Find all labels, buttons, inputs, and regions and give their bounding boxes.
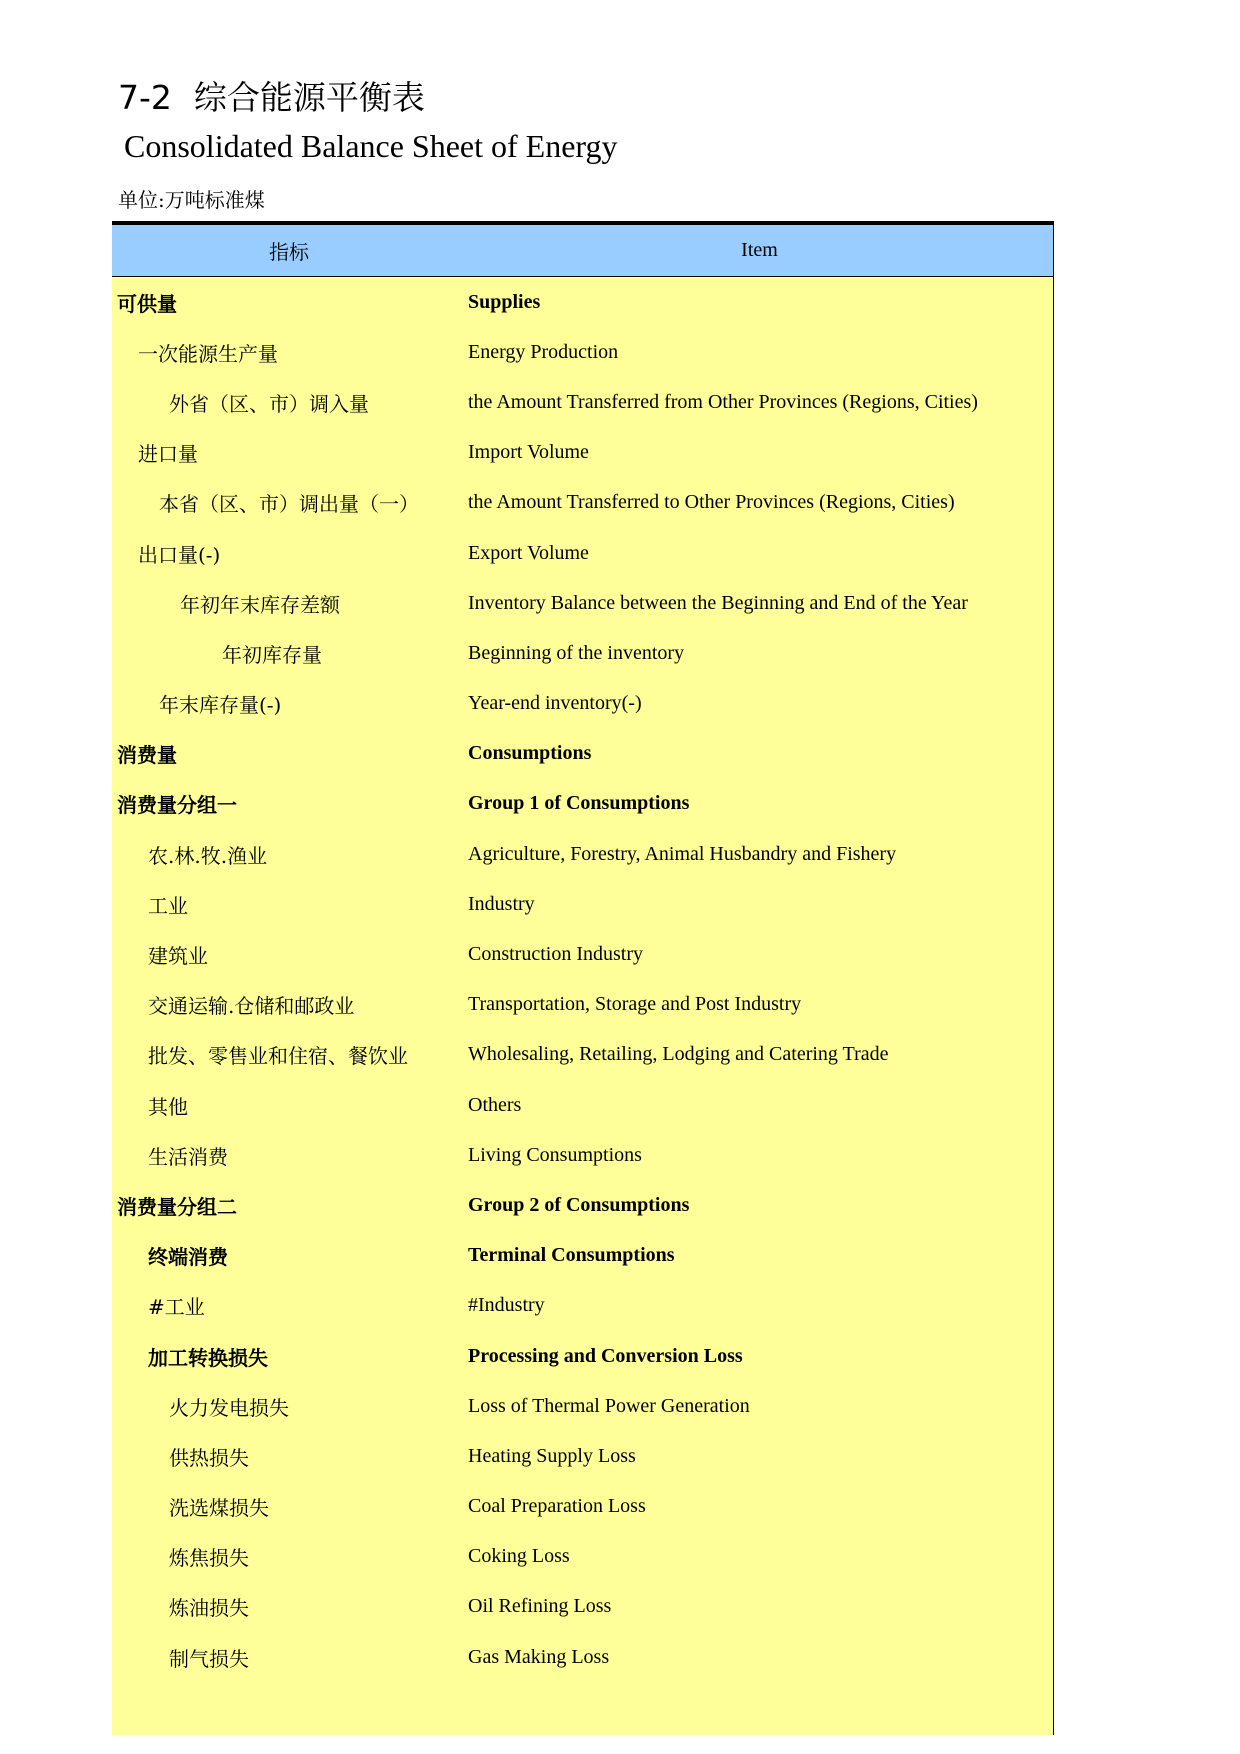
row-label-en: Export Volume	[468, 541, 589, 564]
row-label-en: Agriculture, Forestry, Animal Husbandry and Fishery	[468, 842, 897, 865]
row-label-cn: 农.林.牧.渔业	[148, 843, 268, 868]
row-label-en: Group 1 of Consumptions	[468, 792, 690, 815]
page-title-cn	[118, 72, 425, 119]
row-label-cn: 本省（区、市）调出量（一）	[159, 492, 419, 517]
row-label-cn: 年末库存量(-)	[159, 693, 282, 718]
row-label-en: Coal Preparation Loss	[468, 1495, 646, 1518]
row-label-cn: 交通运输.仓储和邮政业	[148, 994, 355, 1019]
table-row	[112, 1431, 1053, 1481]
balance-table	[112, 221, 1054, 1735]
table-row	[112, 478, 1053, 528]
row-label-en: Year-end inventory(-)	[468, 692, 642, 715]
row-label-en: the Amount Transferred from Other Provinces (Regions, Cities)	[468, 390, 978, 413]
row-label-cn: #工业	[148, 1295, 205, 1320]
table-header	[112, 221, 1054, 277]
row-label-cn: 制气损失	[169, 1646, 249, 1671]
table-row	[112, 1381, 1053, 1431]
table-row	[112, 1130, 1053, 1180]
row-label-en: Oil Refining Loss	[468, 1595, 612, 1618]
row-label-cn: 消费量	[117, 743, 177, 768]
table-row	[112, 1281, 1053, 1331]
row-label-cn: 其他	[148, 1094, 188, 1119]
row-label-en: Import Volume	[468, 441, 589, 464]
table-row	[112, 628, 1053, 678]
table-row	[112, 829, 1053, 879]
row-label-en: Gas Making Loss	[468, 1645, 610, 1668]
table-number: 7-2	[118, 78, 172, 117]
row-label-cn: 建筑业	[148, 944, 208, 969]
row-label-cn: 供热损失	[169, 1445, 249, 1470]
row-label-cn: 消费量分组二	[117, 1194, 237, 1219]
row-label-en: Beginning of the inventory	[468, 641, 685, 664]
table-row	[112, 1482, 1053, 1532]
row-label-cn: 炼油损失	[169, 1596, 249, 1621]
table-row	[112, 578, 1053, 628]
row-label-cn: 炼焦损失	[169, 1546, 249, 1571]
table-body	[112, 277, 1054, 1735]
row-label-en: Group 2 of Consumptions	[468, 1193, 690, 1216]
table-row	[112, 1532, 1053, 1582]
row-label-cn: 终端消费	[148, 1245, 228, 1270]
unit-label: 单位:万吨标准煤	[118, 188, 265, 212]
row-label-en: Terminal Consumptions	[468, 1244, 675, 1267]
row-label-en: Coking Loss	[468, 1545, 570, 1568]
row-label-cn: 火力发电损失	[169, 1395, 289, 1420]
table-row	[112, 779, 1053, 829]
row-label-cn: 批发、零售业和住宿、餐饮业	[148, 1044, 408, 1069]
table-row	[112, 1080, 1053, 1130]
table-row	[112, 428, 1053, 478]
row-label-cn: 生活消费	[148, 1144, 228, 1169]
header-cn: 指标	[269, 240, 309, 264]
row-label-en: #Industry	[468, 1294, 545, 1317]
row-label-en: Processing and Conversion Loss	[468, 1344, 743, 1367]
row-label-en: Living Consumptions	[468, 1143, 642, 1166]
table-row	[112, 1632, 1053, 1682]
title-cn-text: 综合能源平衡表	[193, 78, 425, 117]
row-label-en: Energy Production	[468, 340, 619, 363]
row-label-en: Construction Industry	[468, 943, 643, 966]
table-row	[112, 1331, 1053, 1381]
table-row	[112, 1180, 1053, 1230]
table-row	[112, 980, 1053, 1030]
row-label-cn: 年初库存量	[222, 642, 322, 667]
row-label-en: Transportation, Storage and Post Industry	[468, 993, 802, 1016]
row-label-cn: 可供量	[117, 291, 177, 316]
row-label-en: Industry	[468, 892, 535, 915]
row-label-en: Inventory Balance between the Beginning and End of the Year	[468, 591, 968, 614]
table-row	[112, 277, 1053, 327]
row-label-cn: 年初年末库存差额	[180, 592, 340, 617]
table-row	[112, 879, 1053, 929]
table-row	[112, 1030, 1053, 1080]
row-label-cn: 一次能源生产量	[138, 341, 278, 366]
page-title-en: Consolidated Balance Sheet of Energy	[124, 128, 618, 164]
row-label-en: Heating Supply Loss	[468, 1444, 636, 1467]
row-label-en: Consumptions	[468, 742, 592, 765]
row-label-cn: 工业	[148, 893, 188, 918]
row-label-en: Others	[468, 1093, 522, 1116]
table-row	[112, 377, 1053, 427]
row-label-cn: 出口量(-)	[138, 542, 221, 567]
row-label-cn: 消费量分组一	[117, 793, 237, 818]
table-row	[112, 327, 1053, 377]
row-label-en: Loss of Thermal Power Generation	[468, 1394, 750, 1417]
table-row	[112, 729, 1053, 779]
table-row	[112, 1582, 1053, 1632]
row-label-cn: 进口量	[138, 442, 198, 467]
row-label-en: the Amount Transferred to Other Provinces (Regions, Cities)	[468, 491, 955, 514]
row-label-en: Supplies	[468, 290, 541, 313]
row-label-cn: 外省（区、市）调入量	[169, 391, 369, 416]
row-label-cn: 洗选煤损失	[169, 1496, 269, 1521]
table-row	[112, 1231, 1053, 1281]
header-en: Item	[741, 239, 778, 261]
table-row	[112, 929, 1053, 979]
table-row	[112, 679, 1053, 729]
row-label-cn: 加工转换损失	[148, 1345, 268, 1370]
row-label-en: Wholesaling, Retailing, Lodging and Catering Trade	[468, 1043, 889, 1066]
table-row	[112, 528, 1053, 578]
